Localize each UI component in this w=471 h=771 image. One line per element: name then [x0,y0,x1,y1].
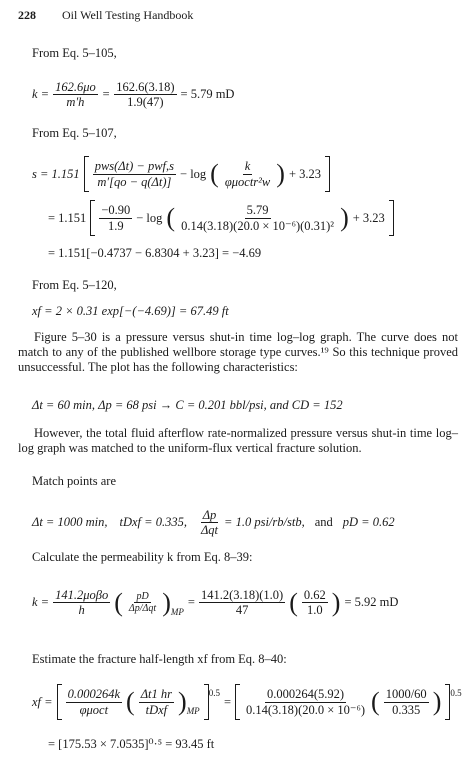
fraction-pressure [93,159,176,189]
fraction-num: 5.79 [246,203,269,218]
fraction-num: 0.000264k [67,687,121,702]
bracket-left [57,684,62,720]
paragraph-figure-5-30: Figure 5–30 is a pressure versus shut-in time log–log graph. The curve does not match to any of the published wellbore storage type curves.¹⁹ So this technique proved unsuccessful. The plot has the following characteristics: [18,330,458,374]
fraction-num: 0.000264(5.92) [266,687,345,702]
fraction-k [223,159,272,189]
equation-xf-1: xf = 2 × 0.31 exp[−(−4.69)] = 67.49 ft [32,304,229,318]
fraction-a [99,203,132,233]
eq-lhs: xf = [32,694,53,709]
log-term: − log [180,166,207,181]
fraction-b [179,203,336,233]
match-pd: pD = 0.62 [342,515,395,530]
paren-right: ) [331,587,341,617]
bracket-left [235,684,240,720]
match-dt: Δt = 1000 min, [32,515,108,530]
subscript-mp: MP [186,706,200,716]
fraction-num: 141.2μoβo [55,588,109,602]
fraction-den: Δp/Δqt [128,603,157,615]
fraction-a-num: 162.6μo [55,80,96,94]
intro-eq-5-105: From Eq. 5–105, [32,46,117,60]
fraction-num: 141.2(3.18)(1.0) [200,588,284,602]
fraction-a [53,588,110,618]
fraction-b [199,588,285,618]
fraction-a-den: m′h [66,95,85,110]
paren-right: ) [432,687,442,716]
fraction-den: m′[qo − q(Δt)] [97,174,172,189]
fraction-num: k [244,159,251,174]
fraction-num: Δp [202,508,217,522]
intro-eq-5-120: From Eq. 5–120, [32,278,117,292]
eq-sign: = [187,595,195,610]
permeability-label: Calculate the permeability k from Eq. 8–39: [32,550,253,564]
paren-left: ( [126,687,135,716]
equation-k-2 [32,588,398,618]
eq-lhs: s = 1.151 [32,166,80,181]
exponent: 0.5 [208,688,220,698]
fraction-den: 1.9 [107,218,124,233]
paragraph-afterflow: However, the total fluid afterflow rate-normalized pressure versus shut-in time log–log graph was matched to the uniform-flux vertical fracture solution. [18,426,458,455]
fraction-pd [127,591,158,615]
bracket-right [325,156,330,192]
paren-left: ( [166,203,176,232]
bracket-left [84,156,89,192]
plus-term: + 3.23 [288,166,321,181]
fracture-label: Estimate the fracture half-length xf from Eq. 8–40: [32,652,287,666]
eq-sign: = [223,694,231,709]
paren-left: ( [210,159,219,188]
fraction-den: 0.335 [392,702,421,717]
paren-left: ( [371,687,380,716]
bracket-left [90,200,95,236]
fraction-a [53,80,98,110]
paren-right: ) [340,203,349,232]
fraction-b [114,80,176,110]
fraction-num: Δt1 hr [140,687,173,702]
running-title: Oil Well Testing Handbook [62,8,194,22]
match-points-line [32,508,395,538]
equation-xf-3: = [175.53 × 7.0535]⁰·⁵ = 93.45 ft [48,737,215,751]
eq-lhs: k = [32,87,50,102]
fraction-den: 0.14(3.18)(20.0 × 10⁻⁶) [246,702,366,717]
fraction-c [244,687,367,717]
subscript-mp: MP [170,606,184,617]
fraction-b-num: 162.6(3.18) [116,80,175,94]
fraction-a [66,687,122,717]
fraction-num: −0.90 [101,203,131,218]
fraction-b [139,687,174,717]
fraction-den: φμoctr²w [224,174,271,189]
paren-left: ( [289,587,298,617]
equation-xf-2 [32,684,462,720]
plus-term: + 3.23 [352,210,385,225]
fraction-den: 1.0 [307,603,323,618]
equation-s-2 [48,200,394,236]
eq-lhs: k = [32,595,50,610]
intro-eq-5-107: From Eq. 5–107, [32,126,117,140]
fraction-num: 1000/60 [385,687,427,702]
paren-left: ( [114,587,123,617]
equation-s-1 [32,156,330,192]
fraction-den: 0.14(3.18)(20.0 × 10⁻⁶)(0.31)² [181,218,335,233]
fraction-num: 0.62 [303,588,326,602]
eq-result: = 5.79 mD [180,87,235,102]
bracket-right [389,200,394,236]
match-dp-value: = 1.0 psi/rb/stb, [224,515,305,530]
eq-result: = 5.92 mD [344,595,399,610]
characteristics-line: Δt = 60 min, Δp = 68 psi → C = 0.201 bbl/psi, and CD = 152 [32,398,343,412]
paren-right: ) [276,159,285,188]
paren-right: ) [178,687,187,716]
fraction-d [384,687,429,717]
eq-lhs: = 1.151 [48,210,87,225]
fraction-den: h [78,603,85,618]
eq-sign: = [101,87,111,102]
fraction-c [302,588,328,618]
fraction-den: Δqt [200,523,219,538]
paren-right: ) [162,587,171,617]
exponent: 0.5 [450,688,462,698]
fraction-num: pD [136,590,149,602]
fraction-b-den: 1.9(47) [127,95,164,110]
fraction-den: φμoct [79,702,109,717]
page-number: 228 [18,8,36,22]
match-and: and [314,515,333,530]
fraction-num: pws(Δt) − pwf,s [94,159,175,174]
match-points-label: Match points are [32,474,117,488]
fraction-dp-dq [199,508,220,538]
log-term: − log [136,210,163,225]
match-tdxf: tDxf = 0.335, [119,515,187,530]
equation-k-1 [32,80,234,110]
equation-s-3: = 1.151[−0.4737 − 6.8304 + 3.23] = −4.69 [48,246,262,260]
fraction-den: tDxf [145,702,168,717]
fraction-den: 47 [235,603,249,618]
